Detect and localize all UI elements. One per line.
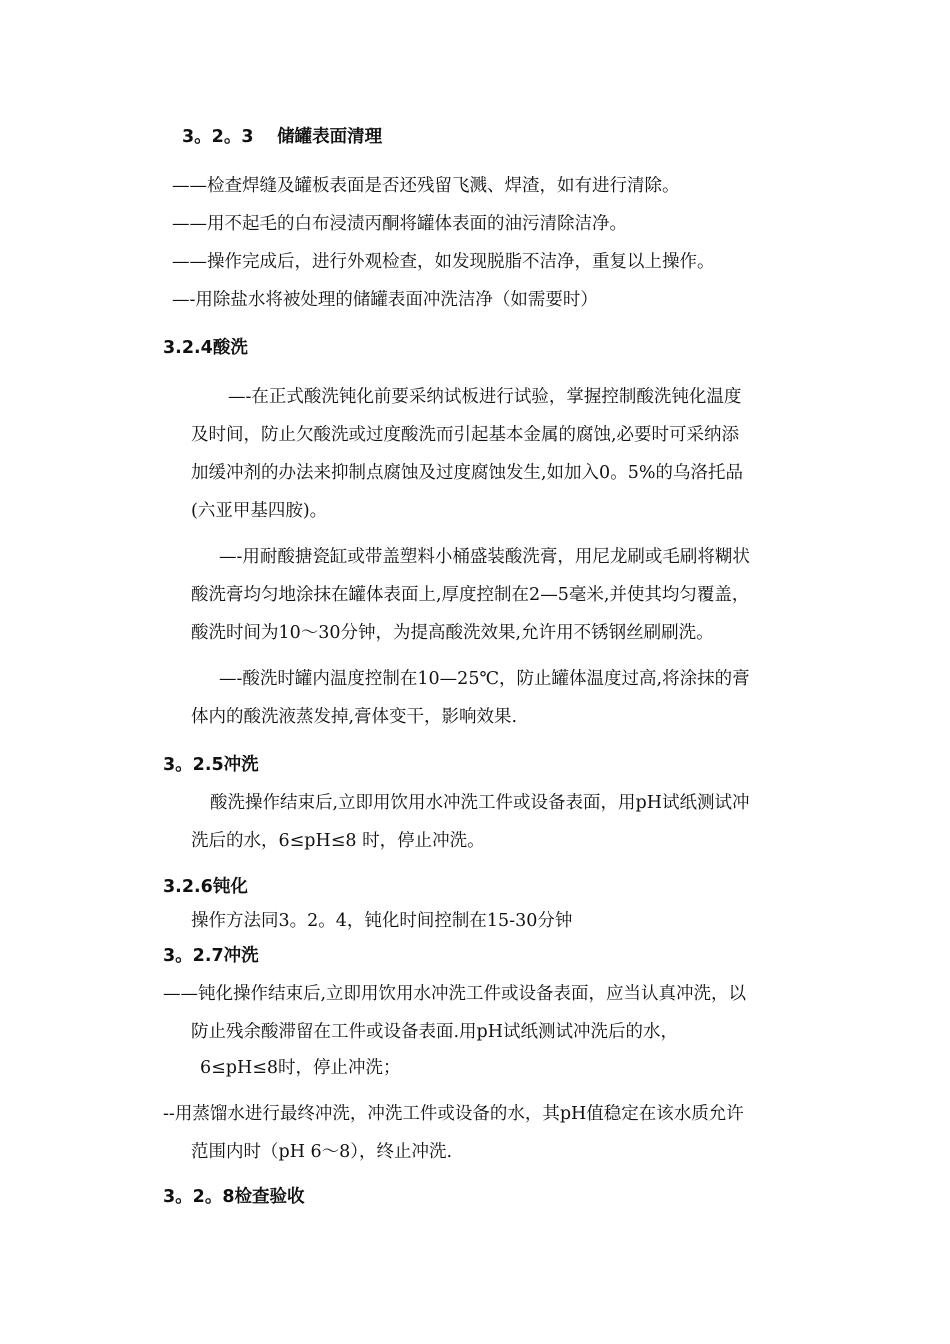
paragraph-line: --用蒸馏水进行最终冲洗，冲洗工件或设备的水，其pH值稳定在该水质允许 xyxy=(163,1104,744,1124)
paragraph-line: —-用耐酸搪瓷缸或带盖塑料小桶盛装酸洗膏，用尼龙刷或毛刷将糊状 xyxy=(219,547,750,567)
paragraph-line: (六亚甲基四胺)。 xyxy=(191,501,328,521)
paragraph-line: 操作方法同3。2。4，钝化时间控制在15-30分钟 xyxy=(191,911,573,931)
section-3-2-3-heading: 3。2。3 储罐表面清理 xyxy=(182,127,383,147)
paragraph-line: —-酸洗时罐内温度控制在10—25℃，防止罐体温度过高,将涂抹的膏 xyxy=(219,669,750,689)
paragraph-line: 6≤pH≤8时，停止冲洗； xyxy=(200,1058,401,1078)
paragraph-line: ——钝化操作结束后,立即用饮用水冲洗工件或设备表面，应当认真冲洗，以 xyxy=(163,984,747,1004)
paragraph-line: 体内的酸洗液蒸发掉,膏体变干，影响效果. xyxy=(191,707,518,727)
paragraph-line: ——用不起毛的白布浸渍丙酮将罐体表面的油污清除洁净。 xyxy=(172,214,627,234)
paragraph-line: 加缓冲剂的办法来抑制点腐蚀及过度腐蚀发生,如加入0。5%的乌洛托品 xyxy=(191,463,743,483)
paragraph-line: 酸洗膏均匀地涂抹在罐体表面上,厚度控制在2—5毫米,并使其均匀覆盖， xyxy=(191,585,750,605)
paragraph-line: —-用除盐水将被处理的储罐表面冲洗洁净（如需要时） xyxy=(172,290,598,310)
paragraph-line: 防止残余酸滞留在工件或设备表面.用pH试纸测试冲洗后的水， xyxy=(191,1022,679,1042)
section-3-2-8-heading: 3。2。8检查验收 xyxy=(163,1187,305,1207)
paragraph-line: 范围内时（pH 6～8），终止冲洗. xyxy=(191,1142,453,1162)
paragraph-line: ——检查焊缝及罐板表面是否还残留飞溅、焊渣，如有进行清除。 xyxy=(172,176,680,196)
section-3-2-7-heading: 3。2.7冲洗 xyxy=(163,946,259,966)
paragraph-line: —-在正式酸洗钝化前要采纳试板进行试验，掌握控制酸洗钝化温度 xyxy=(228,387,742,407)
paragraph-line: ——操作完成后，进行外观检查，如发现脱脂不洁净，重复以上操作。 xyxy=(172,252,715,272)
section-3-2-4-heading: 3.2.4酸洗 xyxy=(163,338,248,358)
paragraph-line: 酸洗时间为10～30分钟，为提高酸洗效果,允许用不锈钢丝刷刷洗。 xyxy=(191,623,714,643)
section-3-2-6-heading: 3.2.6钝化 xyxy=(163,877,248,897)
section-3-2-5-heading: 3。2.5冲洗 xyxy=(163,755,259,775)
paragraph-line: 酸洗操作结束后,立即用饮用水冲洗工件或设备表面，用pH试纸测试冲 xyxy=(210,793,750,813)
paragraph-line: 洗后的水，6≤pH≤8 时，停止冲洗。 xyxy=(191,831,485,851)
paragraph-line: 及时间，防止欠酸洗或过度酸洗而引起基本金属的腐蚀,必要时可采纳添 xyxy=(191,425,740,445)
